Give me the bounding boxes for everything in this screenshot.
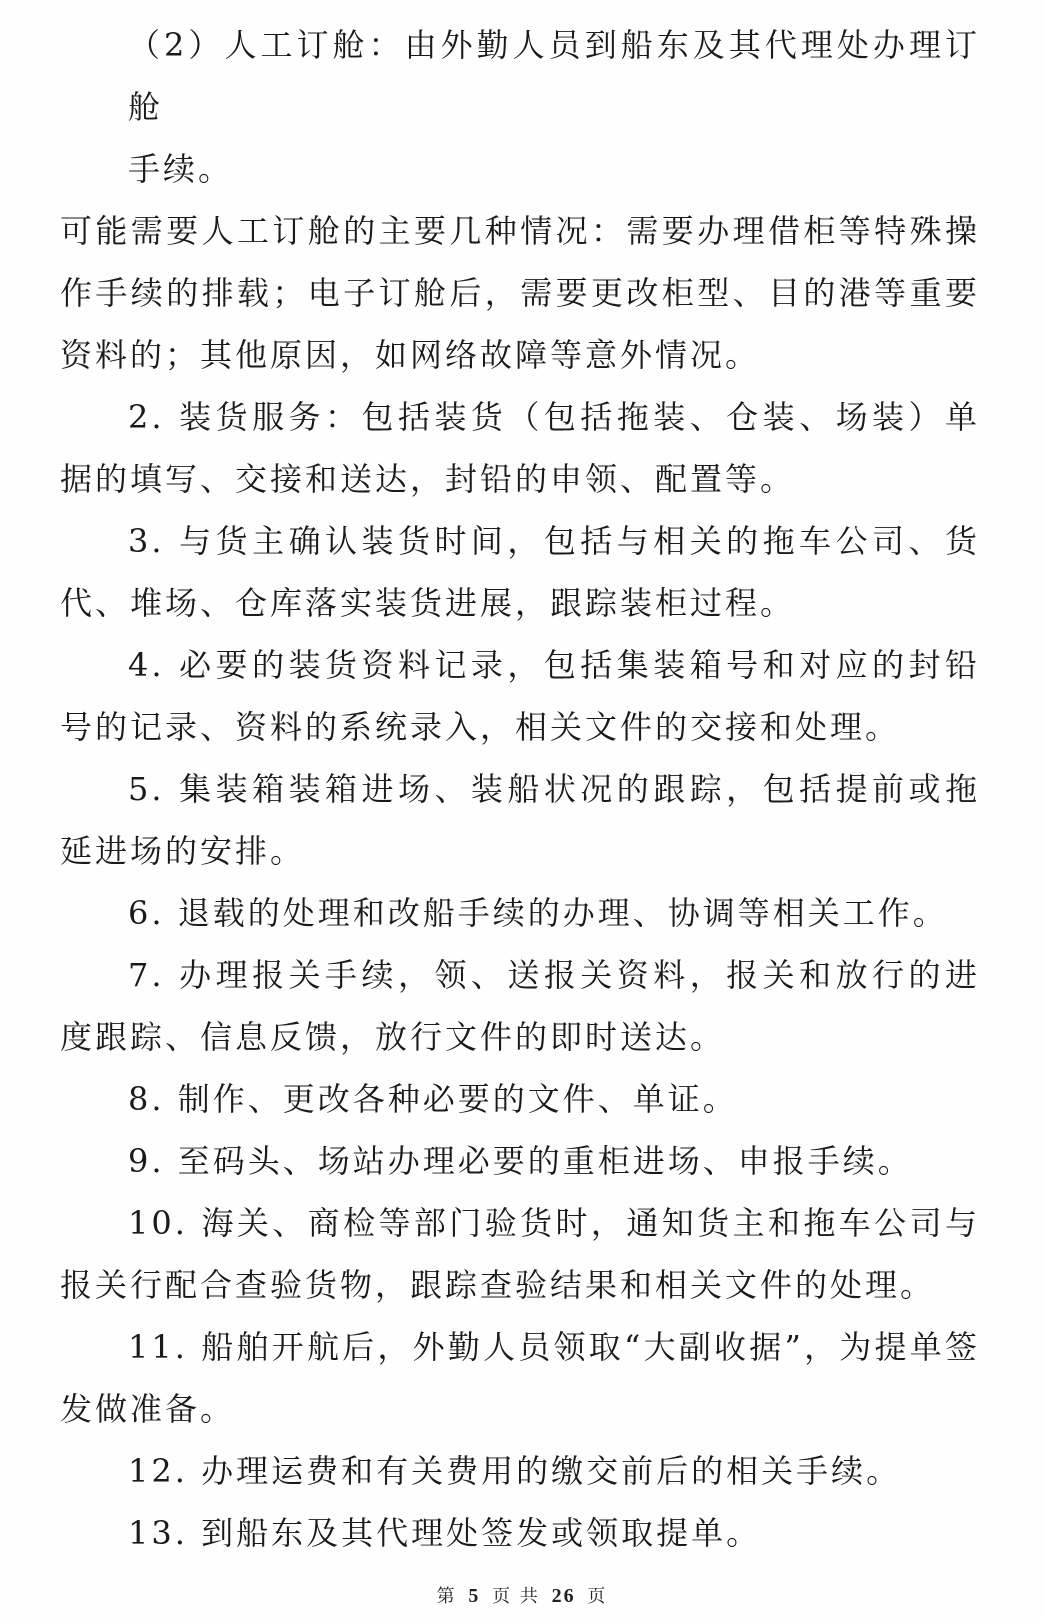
paragraph-item-3: 3. 与货主确认装货时间，包括与相关的拖车公司、货代、堆场、仓库落实装货进展，跟踪装柜过程。 xyxy=(60,522,980,622)
document-body xyxy=(60,14,980,1564)
paragraph-manual-booking-line1: （2）人工订舱：由外勤人员到船东及其代理处办理订舱 xyxy=(128,26,980,126)
paragraph-item-6: 6. 退载的处理和改船手续的办理、协调等相关工作。 xyxy=(128,894,948,932)
paragraph-item-4: 4. 必要的装货资料记录，包括集装箱号和对应的封铅号的记录、资料的系统录入，相关文件的交接和处理。 xyxy=(60,646,980,746)
paragraph-item-7: 7. 办理报关手续，领、送报关资料，报关和放行的进度跟踪、信息反馈，放行文件的即时送达。 xyxy=(60,956,980,1056)
page-footer xyxy=(0,1582,1044,1608)
paragraph-item-2: 2. 装货服务：包括装货（包括拖装、仓装、场装）单据的填写、交接和送达，封铅的申领、配置等。 xyxy=(60,398,980,498)
paragraph-manual-booking xyxy=(60,14,980,200)
paragraph-item-12: 12. 办理运费和有关费用的缴交前后的相关手续。 xyxy=(128,1452,902,1490)
footer-suffix: 页 xyxy=(587,1586,608,1607)
paragraph-item-9: 9. 至码头、场站办理必要的重柜进场、申报手续。 xyxy=(128,1142,913,1180)
paragraph-item-13: 13. 到船东及其代理处签发或领取提单。 xyxy=(128,1514,762,1552)
paragraph-item-10: 10. 海关、商检等部门验货时，通知货主和拖车公司与报关行配合查验货物，跟踪查验结果和相关文件的处理。 xyxy=(60,1204,980,1304)
paragraph-item-8: 8. 制作、更改各种必要的文件、单证。 xyxy=(128,1080,738,1118)
paragraph-item-11: 11. 船舶开航后，外勤人员领取“大副收据”，为提单签发做准备。 xyxy=(60,1328,980,1428)
footer-current-page: 5 xyxy=(468,1585,481,1607)
footer-middle: 页 共 xyxy=(492,1586,540,1607)
paragraph-item-5: 5. 集装箱装箱进场、装船状况的跟踪，包括提前或拖延进场的安排。 xyxy=(60,770,980,870)
footer-prefix: 第 xyxy=(436,1586,457,1607)
footer-total-pages: 26 xyxy=(551,1585,576,1607)
paragraph-manual-booking-line2: 手续。 xyxy=(128,150,234,188)
paragraph-manual-booking-cases: 可能需要人工订舱的主要几种情况：需要办理借柜等特殊操作手续的排载；电子订舱后，需要更改柜型、目的港等重要资料的；其他原因，如网络故障等意外情况。 xyxy=(60,212,980,374)
